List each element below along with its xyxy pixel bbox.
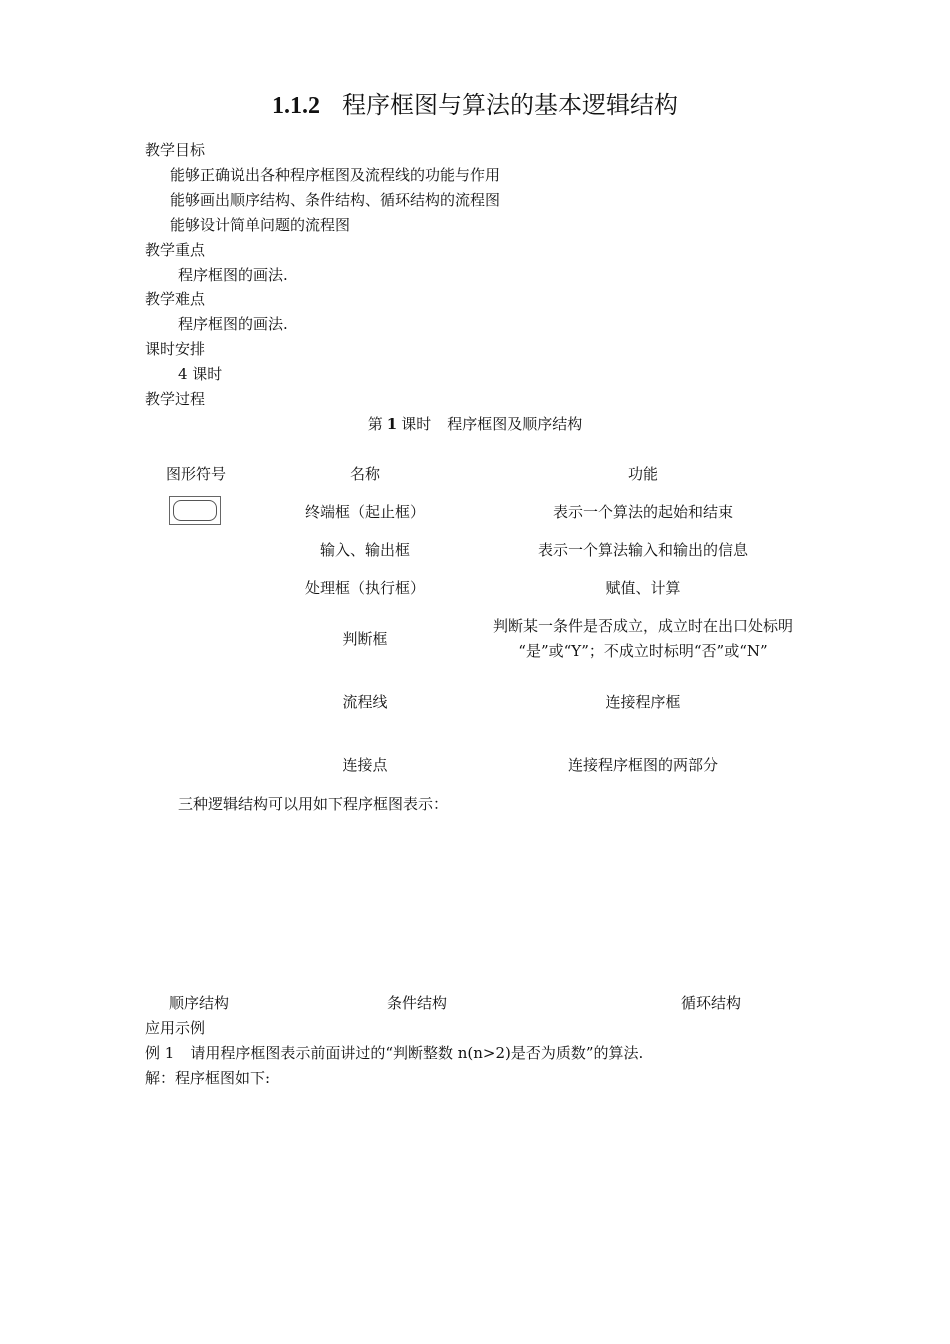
table-row-function: 表示一个算法输入和输出的信息 <box>537 541 748 559</box>
objective-item: 能够设计简单问题的流程图 <box>170 216 351 234</box>
table-row-function: 判断某一条件是否成立，成立时在出口处标明 <box>492 617 793 635</box>
structure-label-sequential: 顺序结构 <box>169 994 230 1012</box>
table-row-name: 连接点 <box>342 756 388 774</box>
table-row-function: 连接程序框图的两部分 <box>567 756 718 774</box>
lesson-number: 1 <box>386 415 398 433</box>
example-text: 请用程序框图表示前面讲过的“判断整数 n(n>2)是否为质数”的算法. <box>190 1044 644 1062</box>
example-line <box>145 1043 643 1063</box>
difficult-points-text: 程序框图的画法. <box>178 315 288 333</box>
table-row-function: 连接程序框 <box>605 693 681 711</box>
lesson-prefix: 第 <box>367 415 383 433</box>
lesson-suffix: 课时 <box>401 415 432 433</box>
page-title <box>0 90 950 122</box>
table-row-name: 流程线 <box>342 693 388 711</box>
table-header-function: 功能 <box>627 465 658 483</box>
title-text: 程序框图与算法的基本逻辑结构 <box>342 93 678 119</box>
table-row-function: “是”或“Y”；不成立时标明“否”或“N” <box>518 642 768 660</box>
table-row-name: 处理框（执行框） <box>304 579 425 597</box>
lesson-heading <box>0 414 950 434</box>
solution-text: 解：程序框图如下: <box>145 1069 271 1087</box>
objectives-heading: 教学目标 <box>145 141 206 159</box>
key-points-heading: 教学重点 <box>145 241 206 259</box>
table-header-name: 名称 <box>349 465 380 483</box>
example-heading: 应用示例 <box>145 1019 206 1037</box>
structure-label-conditional: 条件结构 <box>387 994 448 1012</box>
objective-item: 能够画出顺序结构、条件结构、循环结构的流程图 <box>170 191 501 209</box>
table-row-name: 输入、输出框 <box>319 541 410 559</box>
table-row-function: 赋值、计算 <box>605 579 681 597</box>
schedule-text: 4 课时 <box>178 365 223 383</box>
lesson-topic: 程序框图及顺序结构 <box>447 415 583 433</box>
key-points-text: 程序框图的画法. <box>178 266 288 284</box>
objective-item: 能够正确说出各种程序框图及流程线的功能与作用 <box>170 166 501 184</box>
example-label: 例 1 <box>145 1044 175 1062</box>
structures-intro: 三种逻辑结构可以用如下程序框图表示： <box>178 795 449 813</box>
table-row-function: 表示一个算法的起始和结束 <box>552 503 733 521</box>
process-heading: 教学过程 <box>145 390 206 408</box>
structure-label-loop: 循环结构 <box>681 994 742 1012</box>
table-header-symbol: 图形符号 <box>165 465 226 483</box>
table-row-name: 终端框（起止框） <box>304 503 425 521</box>
table-row-name: 判断框 <box>342 630 388 648</box>
terminal-box-icon <box>169 496 221 525</box>
schedule-heading: 课时安排 <box>145 340 206 358</box>
section-number: 1.1.2 <box>272 93 320 119</box>
difficult-points-heading: 教学难点 <box>145 290 206 308</box>
